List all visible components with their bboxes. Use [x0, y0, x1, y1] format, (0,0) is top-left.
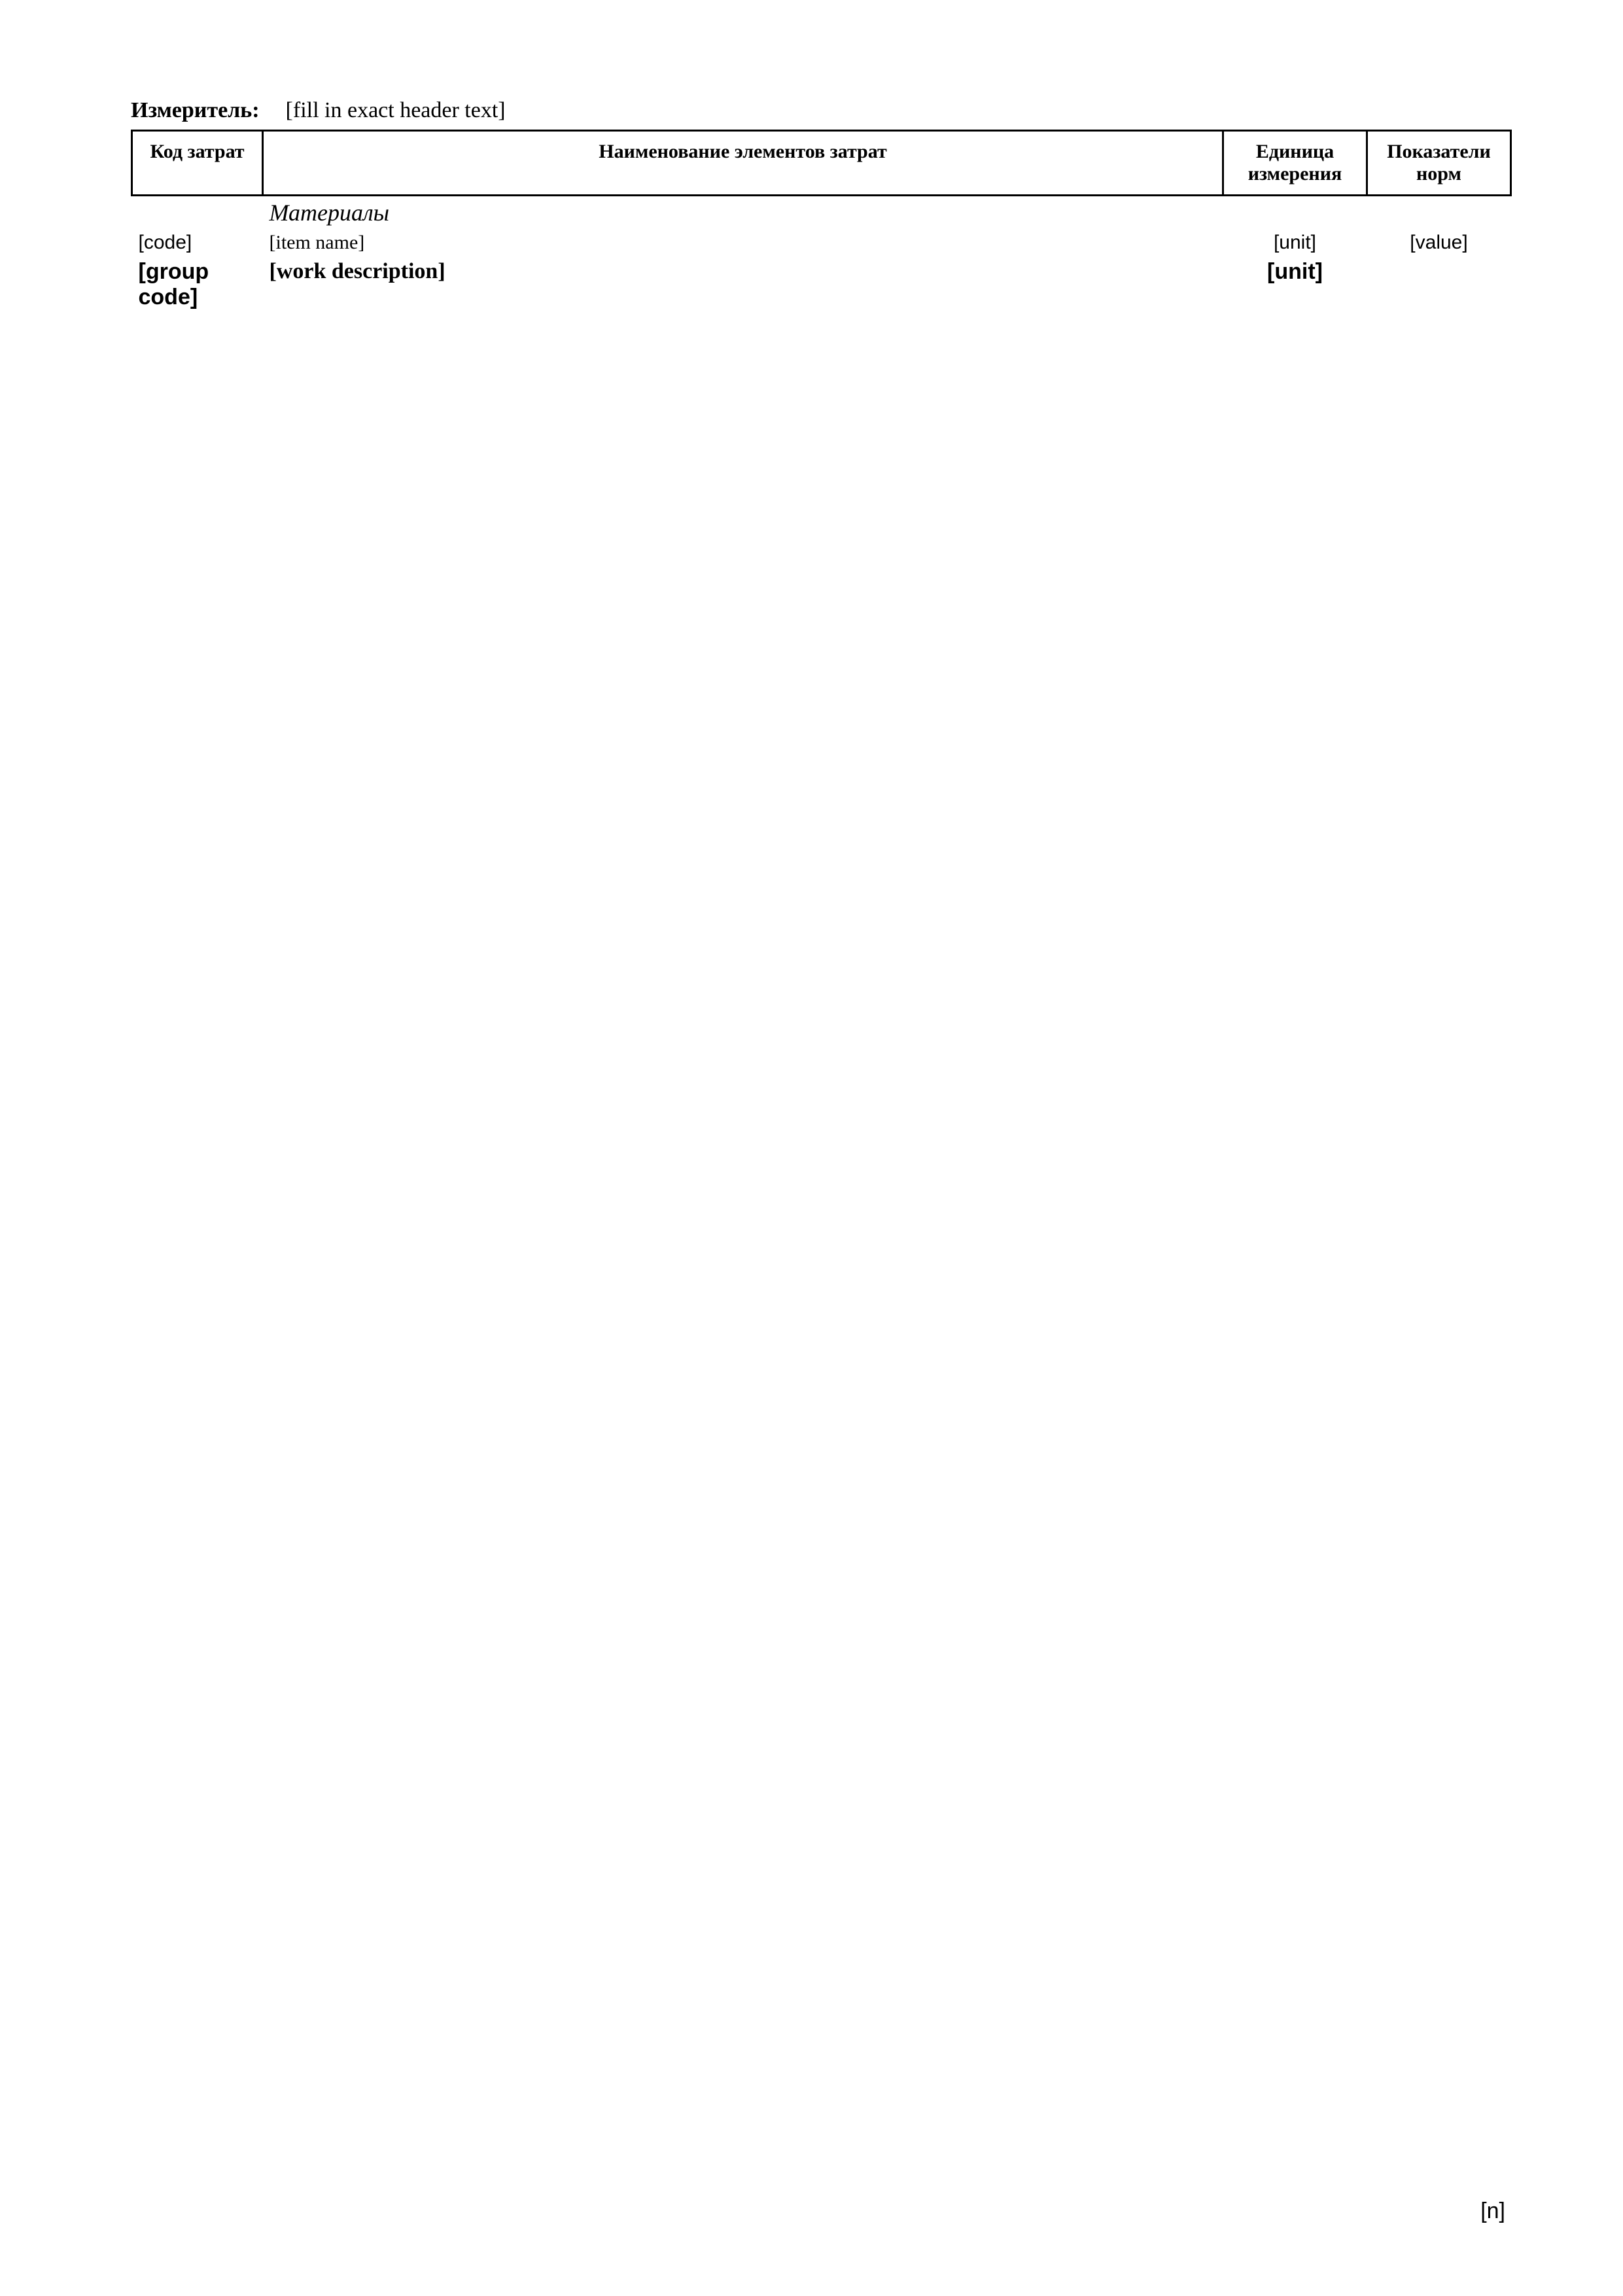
cell-unit: [unit]: [1273, 232, 1317, 253]
cell-unit: [unit]: [1267, 259, 1323, 284]
cell-unit: [1223, 196, 1367, 230]
cell-norm: [1367, 256, 1511, 313]
cell-name: [item name]: [269, 232, 365, 253]
meter-line: [131, 98, 1512, 123]
table-row: [132, 256, 1511, 313]
cell-norm: [value]: [1410, 232, 1468, 253]
norms-table: [131, 130, 1512, 313]
page-number: [n]: [1480, 2199, 1505, 2223]
table-row: [132, 229, 1511, 256]
col-unit-header: Единица измерения: [1223, 131, 1367, 196]
col-norm-header: Показатели норм: [1367, 131, 1511, 196]
cell-norm: [1367, 196, 1511, 230]
cell-code: [group code]: [138, 259, 209, 309]
table-row: [132, 196, 1511, 230]
table-header-row: [132, 131, 1511, 196]
cell-code: [132, 196, 263, 230]
meter-value: [fill in exact header text]: [285, 98, 506, 122]
cell-name: Материалы: [269, 200, 390, 226]
col-name-header: Наименование элементов затрат: [263, 131, 1223, 196]
meter-label: Измеритель:: [131, 98, 260, 122]
cell-code: [code]: [138, 232, 192, 253]
cell-name: [work description]: [269, 259, 445, 283]
col-code-header: Код затрат: [132, 131, 263, 196]
